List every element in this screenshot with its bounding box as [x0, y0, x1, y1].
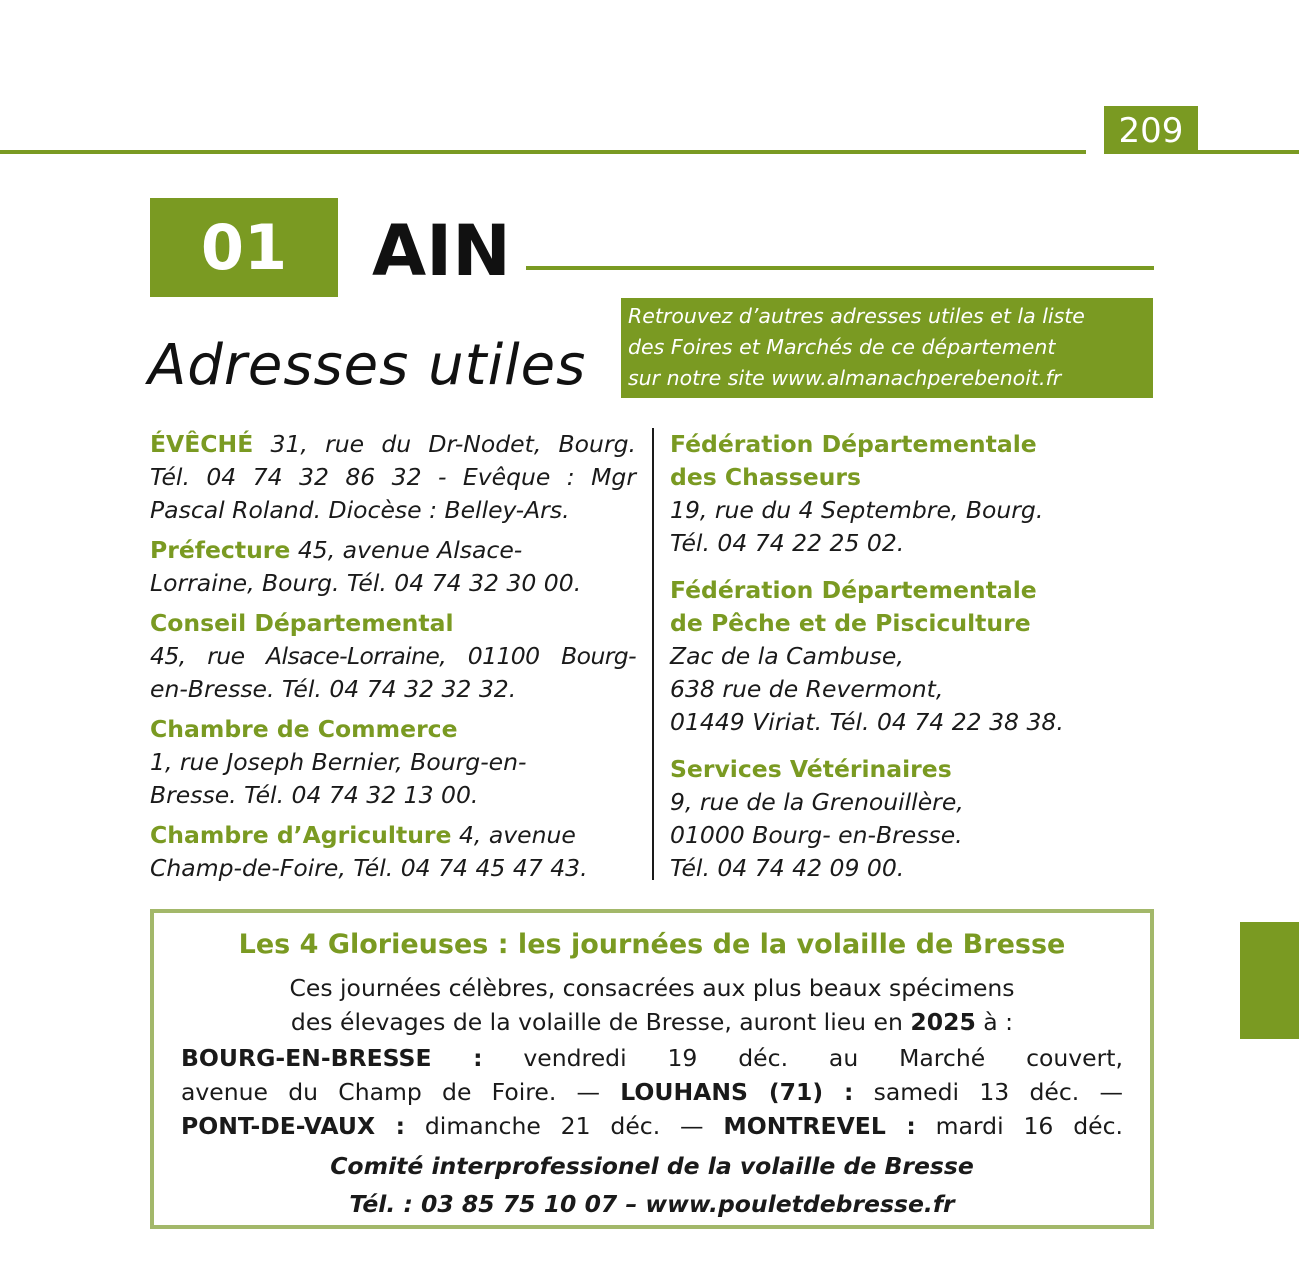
- committee-contact: Tél. : 03 85 75 10 07 – www.pouletdebresse.fr: [349, 1190, 955, 1218]
- event-year: 2025: [910, 1008, 976, 1036]
- city-name: PONT-DE-VAUX :: [181, 1112, 406, 1140]
- city-name: MONTREVEL :: [723, 1112, 916, 1140]
- entry-name: des Chasseurs: [670, 463, 861, 491]
- column-divider: [652, 428, 654, 880]
- department-rule: [526, 266, 1154, 270]
- notice-line: sur notre site www.almanachperebenoit.fr: [628, 366, 1062, 390]
- address-entry-peche: [670, 574, 1160, 739]
- intro-text: des élevages de la volaille de Bresse, auront lieu en: [290, 1008, 903, 1036]
- address-entry-commerce: [150, 713, 636, 812]
- committee-name: Comité interprofessionel de la volaille de Bresse: [330, 1152, 974, 1180]
- address-entry-conseil: [150, 607, 636, 706]
- addresses-right-column: [670, 428, 1160, 899]
- header-rule-left: [0, 150, 1086, 154]
- entry-text: 01449 Viriat. Tél. 04 74 22 38 38.: [670, 708, 1064, 736]
- glorieuses-box: [150, 909, 1154, 1229]
- header-rule-right: [1198, 150, 1299, 154]
- glorieuses-schedule-line: [181, 1041, 1123, 1075]
- entry-name: Chambre de Commerce: [150, 715, 458, 743]
- entry-text: 4, avenue: [458, 821, 576, 849]
- address-entry-eveche: [150, 428, 636, 527]
- page-number: 209: [1104, 106, 1198, 154]
- address-entry-chasseurs: [670, 428, 1160, 560]
- address-entry-prefecture: [150, 534, 636, 600]
- entry-name: Préfecture: [150, 536, 291, 564]
- city-schedule: dimanche 21 déc. —: [424, 1112, 704, 1140]
- city-schedule: avenue du Champ de Foire. —: [181, 1078, 601, 1106]
- entry-text: 19, rue du 4 Septembre, Bourg.: [670, 496, 1044, 524]
- glorieuses-intro-line: Ces journées célèbres, consacrées aux plus beaux spécimens: [289, 974, 1015, 1002]
- entry-text: 9, rue de la Grenouillère,: [670, 788, 964, 816]
- entry-name: ÉVÊCHÉ: [150, 430, 254, 458]
- city-schedule: vendredi 19 déc. au Marché couvert,: [523, 1044, 1123, 1072]
- notice-line: Retrouvez d’autres adresses utiles et la liste: [628, 304, 1085, 328]
- address-entry-agriculture: [150, 819, 636, 885]
- glorieuses-schedule-line: [181, 1075, 1123, 1109]
- website-notice: [621, 298, 1153, 398]
- section-title: Adresses utiles: [148, 333, 587, 398]
- entry-text: Tél. 04 74 32 86 32 - Evêque : Mgr: [150, 463, 636, 491]
- glorieuses-intro-line: [181, 1005, 1123, 1039]
- city-name: BOURG-EN-BRESSE :: [181, 1044, 483, 1072]
- entry-text: 45, rue Alsace-Lorraine, 01100 Bourg-: [150, 642, 636, 670]
- entry-name: Services Vétérinaires: [670, 755, 952, 783]
- glorieuses-title: Les 4 Glorieuses : les journées de la volaille de Bresse: [238, 929, 1066, 960]
- entry-text: 45, avenue Alsace-: [297, 536, 523, 564]
- entry-name: Fédération Départementale: [670, 576, 1037, 604]
- entry-text: Lorraine, Bourg. Tél. 04 74 32 30 00.: [150, 569, 582, 597]
- entry-text: Bresse. Tél. 04 74 32 13 00.: [150, 781, 479, 809]
- entry-text: Champ-de-Foire, Tél. 04 74 45 47 43.: [150, 854, 588, 882]
- city-schedule: mardi 16 déc.: [935, 1112, 1123, 1140]
- entry-text: Tél. 04 74 22 25 02.: [670, 529, 905, 557]
- glorieuses-schedule-line: [181, 1109, 1123, 1143]
- entry-name: Fédération Départementale: [670, 430, 1037, 458]
- entry-text: Pascal Roland. Diocèse : Belley-Ars.: [150, 496, 570, 524]
- address-entry-veterinaires: [670, 753, 1160, 885]
- addresses-left-column: [150, 428, 636, 892]
- entry-name: Chambre d’Agriculture: [150, 821, 452, 849]
- intro-text: à :: [983, 1008, 1014, 1036]
- department-code: 01: [150, 198, 338, 297]
- entry-name: de Pêche et de Pisciculture: [670, 609, 1031, 637]
- entry-name: Conseil Départemental: [150, 609, 454, 637]
- notice-line: des Foires et Marchés de ce département: [628, 335, 1056, 359]
- department-name: AIN: [372, 210, 511, 292]
- side-tab-marker: [1240, 922, 1299, 1039]
- entry-text: 1, rue Joseph Bernier, Bourg-en-: [150, 748, 527, 776]
- city-schedule: samedi 13 déc. —: [873, 1078, 1123, 1106]
- entry-text: 01000 Bourg- en-Bresse.: [670, 821, 963, 849]
- entry-text: Tél. 04 74 42 09 00.: [670, 854, 905, 882]
- entry-text: 638 rue de Revermont,: [670, 675, 944, 703]
- entry-text: en-Bresse. Tél. 04 74 32 32 32.: [150, 675, 517, 703]
- entry-text: 31, rue du Dr-Nodet, Bourg.: [270, 430, 636, 458]
- entry-text: Zac de la Cambuse,: [670, 642, 904, 670]
- city-name: LOUHANS (71) :: [620, 1078, 854, 1106]
